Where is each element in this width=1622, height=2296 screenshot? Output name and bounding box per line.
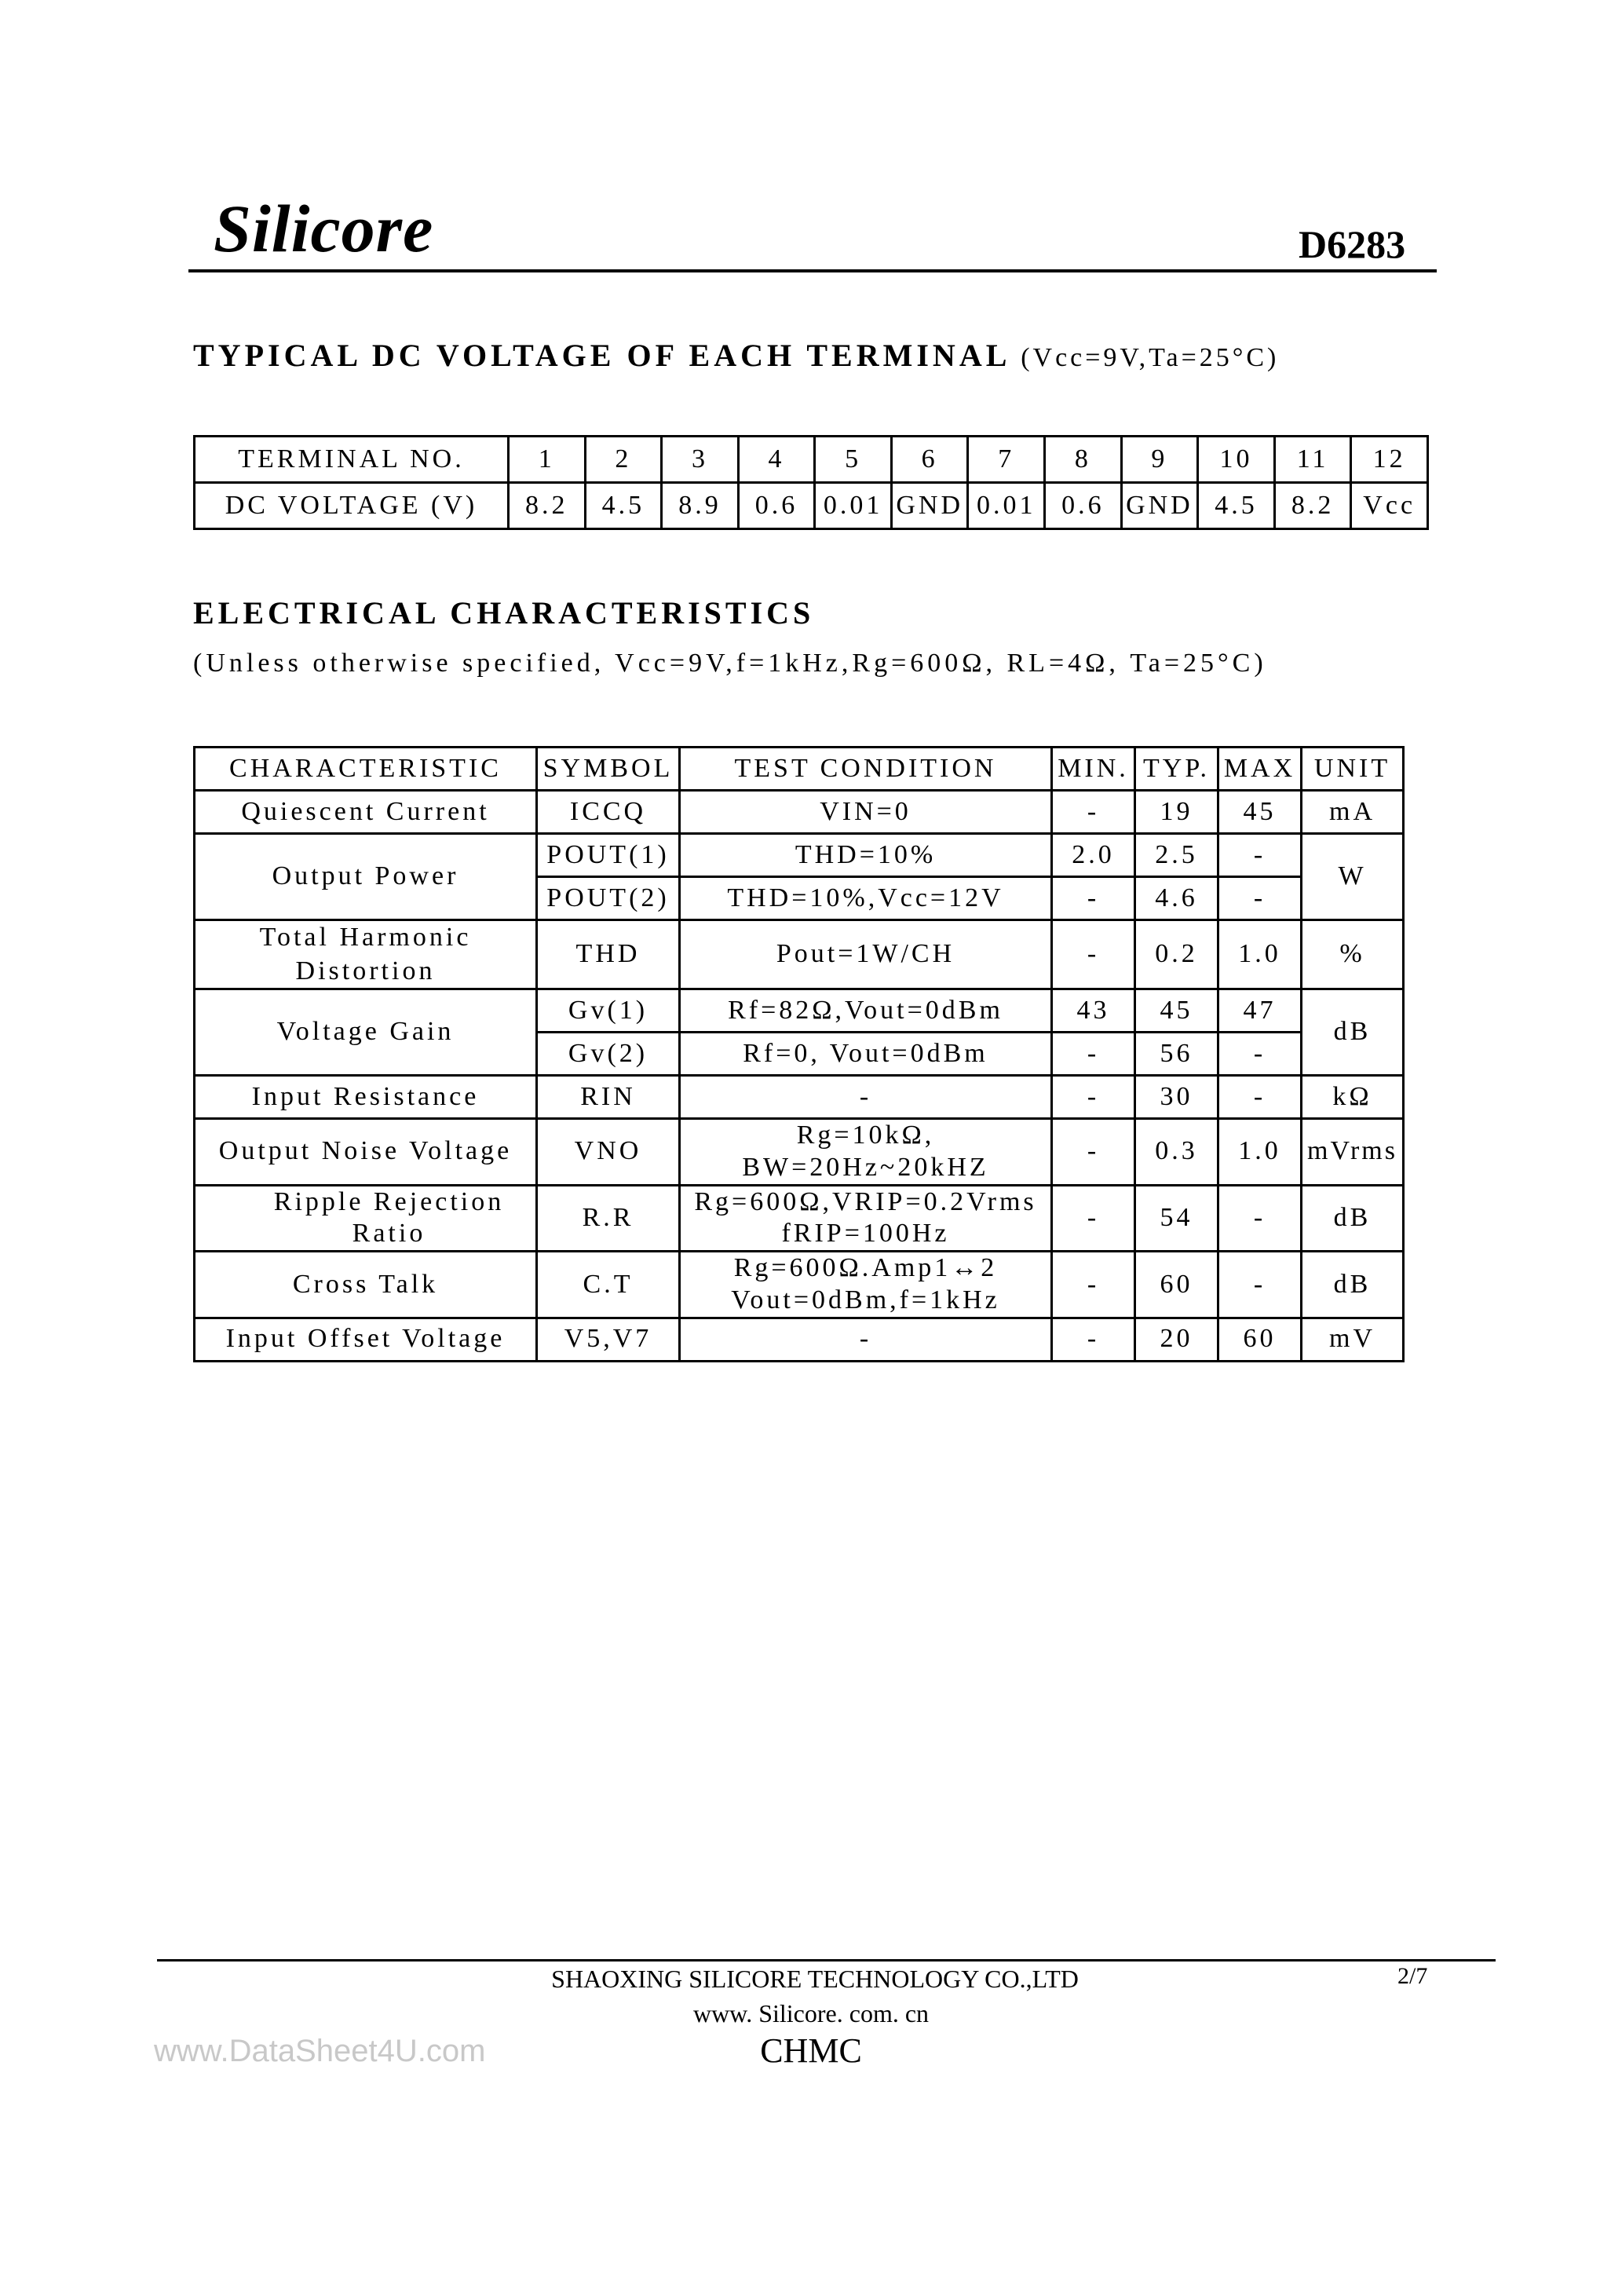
voltage-cell: Vcc — [1351, 483, 1428, 529]
terminal-cell: 2 — [585, 437, 662, 483]
terminal-cell: 11 — [1274, 437, 1351, 483]
characteristic-cell: Voltage Gain — [195, 989, 537, 1076]
condition-line: fRIP=100Hz — [781, 1219, 950, 1249]
column-header: TYP. — [1135, 748, 1218, 791]
max-cell: - — [1218, 1252, 1302, 1318]
condition-cell: - — [680, 1318, 1052, 1361]
max-cell: 60 — [1218, 1318, 1302, 1361]
condition-cell: Rf=0, Vout=0dBm — [680, 1033, 1052, 1076]
condition-cell: - — [680, 1076, 1052, 1119]
characteristic-cell — [195, 1185, 537, 1252]
min-cell: - — [1052, 1252, 1135, 1318]
terminal-cell: 7 — [968, 437, 1045, 483]
terminal-cell: 10 — [1198, 437, 1275, 483]
table-header-row — [195, 748, 1404, 791]
unit-cell: % — [1302, 920, 1404, 989]
typ-cell: 20 — [1135, 1318, 1218, 1361]
condition-line: Vout=0dBm,f=1kHz — [731, 1285, 1000, 1314]
symbol-cell: C.T — [537, 1252, 680, 1318]
unit-cell: kΩ — [1302, 1076, 1404, 1119]
characteristic-cell: Cross Talk — [195, 1252, 537, 1318]
table-row — [195, 989, 1404, 1033]
footer-website: www. Silicore. com. cn — [692, 1999, 930, 2027]
condition-cell — [680, 1252, 1052, 1318]
column-header: MIN. — [1052, 748, 1135, 791]
voltage-cell: GND — [891, 483, 968, 529]
footer-chmc: CHMC — [760, 2031, 862, 2070]
table-row — [195, 920, 1404, 989]
terminal-cell: 12 — [1351, 437, 1428, 483]
typ-cell: 0.2 — [1135, 920, 1218, 989]
condition-cell — [680, 1185, 1052, 1252]
voltage-cell: 8.9 — [662, 483, 739, 529]
min-cell: - — [1052, 791, 1135, 834]
characteristic-cell: Input Resistance — [195, 1076, 537, 1119]
symbol-cell: VNO — [537, 1119, 680, 1186]
column-header: UNIT — [1302, 748, 1404, 791]
terminal-cell: 1 — [509, 437, 586, 483]
symbol-cell: V5,V7 — [537, 1318, 680, 1361]
table-row — [195, 1252, 1404, 1318]
symbol-cell: Gv(2) — [537, 1033, 680, 1076]
column-header: TEST CONDITION — [680, 748, 1052, 791]
min-cell: - — [1052, 877, 1135, 920]
part-number: D6283 — [1299, 222, 1406, 266]
footer-divider — [157, 1959, 1496, 1961]
unit-cell: W — [1302, 834, 1404, 920]
characteristic-cell: Quiescent Current — [195, 791, 537, 834]
voltage-cell: 0.01 — [968, 483, 1045, 529]
watermark: www.DataSheet4U.com — [154, 2034, 486, 2068]
table-row — [195, 791, 1404, 834]
max-cell: - — [1218, 877, 1302, 920]
min-cell: 43 — [1052, 989, 1135, 1033]
row-label-terminal: TERMINAL NO. — [195, 437, 509, 483]
table-row — [195, 1119, 1404, 1186]
header-divider — [188, 269, 1437, 272]
unit-cell: dB — [1302, 989, 1404, 1076]
terminal-cell: 4 — [738, 437, 815, 483]
dc-voltage-heading — [193, 340, 1279, 371]
max-cell: 1.0 — [1218, 1119, 1302, 1186]
typ-cell: 2.5 — [1135, 834, 1218, 877]
max-cell: - — [1218, 1076, 1302, 1119]
terminal-cell: 8 — [1045, 437, 1122, 483]
voltage-cell: 4.5 — [585, 483, 662, 529]
terminal-cell: 6 — [891, 437, 968, 483]
max-cell: - — [1218, 1033, 1302, 1076]
symbol-cell: POUT(1) — [537, 834, 680, 877]
symbol-cell: Gv(1) — [537, 989, 680, 1033]
dc-voltage-title: TYPICAL DC VOLTAGE OF EACH TERMINAL — [193, 338, 1010, 373]
typ-cell: 56 — [1135, 1033, 1218, 1076]
max-cell: 45 — [1218, 791, 1302, 834]
characteristic-line: Ripple Rejection — [273, 1186, 505, 1216]
condition-line: BW=20Hz~20kHZ — [742, 1152, 989, 1182]
table-row — [195, 1318, 1404, 1361]
voltage-cell: 0.6 — [738, 483, 815, 529]
characteristic-line: Ratio — [352, 1219, 426, 1249]
electrical-characteristics-table — [193, 746, 1405, 1362]
symbol-cell: THD — [537, 920, 680, 989]
max-cell: - — [1218, 834, 1302, 877]
row-label-voltage: DC VOLTAGE (V) — [195, 483, 509, 529]
min-cell: - — [1052, 1318, 1135, 1361]
terminal-cell: 3 — [662, 437, 739, 483]
condition-line: Rg=600Ω,VRIP=0.2Vrms — [694, 1186, 1037, 1216]
characteristic-cell: Output Noise Voltage — [195, 1119, 537, 1186]
column-header: CHARACTERISTIC — [195, 748, 537, 791]
characteristic-cell: Output Power — [195, 834, 537, 920]
characteristic-cell: Input Offset Voltage — [195, 1318, 537, 1361]
voltage-cell: 4.5 — [1198, 483, 1275, 529]
condition-cell: Pout=1W/CH — [680, 920, 1052, 989]
electrical-characteristics-heading: ELECTRICAL CHARACTERISTICS — [193, 595, 815, 631]
table-row — [195, 1076, 1404, 1119]
min-cell: - — [1052, 1033, 1135, 1076]
page-number: 2/7 — [1397, 1963, 1428, 1989]
condition-line: Rg=600Ω.Amp1↔2 — [733, 1253, 998, 1283]
typ-cell: 0.3 — [1135, 1119, 1218, 1186]
unit-cell: mVrms — [1302, 1119, 1404, 1186]
min-cell: - — [1052, 1076, 1135, 1119]
characteristic-cell: Total Harmonic Distortion — [195, 920, 537, 989]
table-row — [195, 437, 1428, 483]
voltage-cell: GND — [1121, 483, 1198, 529]
condition-cell — [680, 1119, 1052, 1186]
condition-cell: VIN=0 — [680, 791, 1052, 834]
condition-cell: Rf=82Ω,Vout=0dBm — [680, 989, 1052, 1033]
dc-voltage-table — [193, 435, 1429, 530]
table-row — [195, 1185, 1404, 1252]
condition-cell: THD=10% — [680, 834, 1052, 877]
condition-line: Rg=10kΩ, — [796, 1121, 935, 1150]
max-cell: 1.0 — [1218, 920, 1302, 989]
column-header: SYMBOL — [537, 748, 680, 791]
column-header: MAX — [1218, 748, 1302, 791]
max-cell: 47 — [1218, 989, 1302, 1033]
typ-cell: 4.6 — [1135, 877, 1218, 920]
min-cell: - — [1052, 920, 1135, 989]
terminal-cell: 9 — [1121, 437, 1198, 483]
typ-cell: 30 — [1135, 1076, 1218, 1119]
symbol-cell: RIN — [537, 1076, 680, 1119]
dc-voltage-conditions: (Vcc=9V,Ta=25°C) — [1021, 343, 1280, 372]
condition-cell: THD=10%,Vcc=12V — [680, 877, 1052, 920]
symbol-cell: POUT(2) — [537, 877, 680, 920]
brand-logo: Silicore — [214, 191, 434, 266]
min-cell: 2.0 — [1052, 834, 1135, 877]
symbol-cell: ICCQ — [537, 791, 680, 834]
typ-cell: 45 — [1135, 989, 1218, 1033]
voltage-cell: 8.2 — [509, 483, 586, 529]
typ-cell: 60 — [1135, 1252, 1218, 1318]
unit-cell: dB — [1302, 1185, 1404, 1252]
unit-cell: dB — [1302, 1252, 1404, 1318]
table-row — [195, 834, 1404, 877]
table-row — [195, 483, 1428, 529]
min-cell: - — [1052, 1185, 1135, 1252]
typ-cell: 19 — [1135, 791, 1218, 834]
voltage-cell: 8.2 — [1274, 483, 1351, 529]
max-cell: - — [1218, 1185, 1302, 1252]
symbol-cell: R.R — [537, 1185, 680, 1252]
voltage-cell: 0.6 — [1045, 483, 1122, 529]
unit-cell: mA — [1302, 791, 1404, 834]
electrical-characteristics-conditions: (Unless otherwise specified, Vcc=9V,f=1kHz,Rg=600Ω, RL=4Ω, Ta=25°C) — [193, 649, 1267, 678]
unit-cell: mV — [1302, 1318, 1404, 1361]
min-cell: - — [1052, 1119, 1135, 1186]
footer-company: SHAOXING SILICORE TECHNOLOGY CO.,LTD — [551, 1965, 1079, 1993]
voltage-cell: 0.01 — [815, 483, 892, 529]
terminal-cell: 5 — [815, 437, 892, 483]
typ-cell: 54 — [1135, 1185, 1218, 1252]
